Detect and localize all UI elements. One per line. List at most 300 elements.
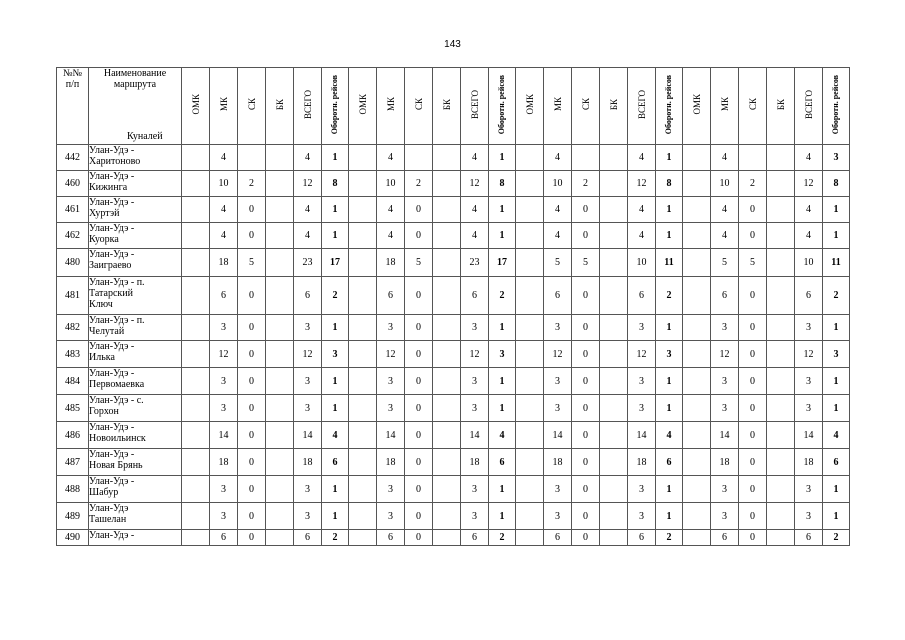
value-cell: 0: [238, 530, 266, 546]
value-cell: 0: [238, 395, 266, 422]
value-cell: 4: [823, 422, 850, 449]
value-cell: 0: [405, 449, 433, 476]
value-cell: 1: [322, 223, 349, 249]
value-cell: [349, 171, 377, 197]
value-cell: 12: [628, 171, 656, 197]
table-row: [57, 249, 850, 277]
value-cell: 12: [795, 341, 823, 368]
value-cell: 0: [572, 449, 600, 476]
value-cell: 3: [628, 395, 656, 422]
value-cell: 3: [489, 341, 516, 368]
value-cell: 3: [628, 315, 656, 341]
value-cell: 11: [656, 249, 683, 277]
value-cell: [683, 503, 711, 530]
value-cell: 12: [294, 171, 322, 197]
value-cell: [683, 197, 711, 223]
value-cell: 6: [823, 449, 850, 476]
value-cell: 4: [377, 197, 405, 223]
value-cell: [349, 277, 377, 315]
value-cell: [516, 449, 544, 476]
value-cell: 12: [461, 171, 489, 197]
value-cell: [182, 223, 210, 249]
header-col-label: Оборотн. рейсов: [330, 74, 339, 135]
value-cell: 0: [572, 476, 600, 503]
value-cell: 3: [294, 503, 322, 530]
value-cell: 0: [405, 223, 433, 249]
header-col-label: Оборотн. рейсов: [831, 74, 840, 135]
value-cell: [767, 395, 795, 422]
route-number-cell: 484: [57, 368, 89, 395]
route-name-cell: Улан-Удэ - с. Горхон: [89, 395, 182, 422]
value-cell: 4: [795, 145, 823, 171]
value-cell: 6: [628, 530, 656, 546]
value-cell: [767, 422, 795, 449]
value-cell: 3: [377, 395, 405, 422]
value-cell: 1: [823, 197, 850, 223]
value-cell: 4: [489, 422, 516, 449]
value-cell: 2: [322, 530, 349, 546]
value-cell: 2: [322, 277, 349, 315]
route-name-cell: Улан-Удэ - Илька: [89, 341, 182, 368]
route-number-cell: 490: [57, 530, 89, 546]
value-cell: 4: [628, 145, 656, 171]
value-cell: [433, 476, 461, 503]
value-cell: [182, 368, 210, 395]
route-number-cell: 481: [57, 277, 89, 315]
value-cell: 8: [656, 171, 683, 197]
value-cell: 3: [377, 476, 405, 503]
value-cell: 3: [461, 315, 489, 341]
value-cell: 3: [628, 476, 656, 503]
value-cell: 4: [711, 197, 739, 223]
value-cell: 0: [572, 368, 600, 395]
value-cell: [266, 171, 294, 197]
value-cell: 0: [405, 422, 433, 449]
value-cell: [683, 145, 711, 171]
value-cell: [516, 530, 544, 546]
value-cell: 0: [405, 277, 433, 315]
value-cell: [433, 503, 461, 530]
value-cell: 4: [795, 223, 823, 249]
value-cell: [767, 277, 795, 315]
value-cell: 2: [489, 530, 516, 546]
value-cell: 0: [405, 530, 433, 546]
header-col-g4-5: [795, 68, 823, 145]
value-cell: 6: [628, 277, 656, 315]
value-cell: 1: [489, 503, 516, 530]
value-cell: [767, 341, 795, 368]
value-cell: 3: [210, 368, 238, 395]
value-cell: 4: [461, 223, 489, 249]
value-cell: 2: [572, 171, 600, 197]
value-cell: 3: [210, 395, 238, 422]
value-cell: 3: [711, 368, 739, 395]
value-cell: 8: [489, 171, 516, 197]
value-cell: [349, 223, 377, 249]
value-cell: 0: [238, 223, 266, 249]
value-cell: 6: [795, 277, 823, 315]
value-cell: 0: [572, 197, 600, 223]
table-row: [57, 449, 850, 476]
value-cell: [683, 395, 711, 422]
value-cell: 4: [656, 422, 683, 449]
value-cell: 17: [322, 249, 349, 277]
value-cell: [182, 395, 210, 422]
value-cell: 3: [544, 395, 572, 422]
value-cell: 6: [461, 277, 489, 315]
value-cell: 0: [739, 223, 767, 249]
value-cell: 18: [210, 449, 238, 476]
value-cell: [767, 197, 795, 223]
value-cell: [266, 277, 294, 315]
value-cell: [683, 422, 711, 449]
value-cell: 3: [711, 503, 739, 530]
value-cell: 18: [377, 249, 405, 277]
header-col-g2-3: [405, 68, 433, 145]
value-cell: 3: [210, 315, 238, 341]
value-cell: [683, 277, 711, 315]
value-cell: 1: [489, 368, 516, 395]
header-col-g4-1: [683, 68, 711, 145]
value-cell: [767, 145, 795, 171]
header-col-label: СК: [413, 98, 424, 111]
value-cell: 3: [628, 503, 656, 530]
value-cell: 23: [461, 249, 489, 277]
value-cell: 3: [628, 368, 656, 395]
value-cell: 1: [823, 315, 850, 341]
value-cell: [683, 223, 711, 249]
header-col-g3-5: [628, 68, 656, 145]
value-cell: 4: [711, 145, 739, 171]
route-number-cell: 480: [57, 249, 89, 277]
value-cell: 6: [795, 530, 823, 546]
value-cell: 3: [294, 368, 322, 395]
table-row: [57, 277, 850, 315]
value-cell: 12: [294, 341, 322, 368]
value-cell: [266, 315, 294, 341]
value-cell: [516, 171, 544, 197]
header-col-label: Оборотн. рейсов: [664, 74, 673, 135]
value-cell: 0: [572, 530, 600, 546]
value-cell: [516, 145, 544, 171]
value-cell: [349, 422, 377, 449]
header-col-g1-4: [266, 68, 294, 145]
value-cell: [182, 341, 210, 368]
value-cell: [600, 449, 628, 476]
value-cell: [182, 476, 210, 503]
value-cell: 2: [238, 171, 266, 197]
value-cell: 0: [405, 503, 433, 530]
value-cell: [683, 368, 711, 395]
value-cell: 18: [210, 249, 238, 277]
value-cell: 4: [377, 145, 405, 171]
value-cell: 6: [656, 449, 683, 476]
value-cell: 2: [823, 277, 850, 315]
header-col-label: БК: [775, 98, 786, 111]
value-cell: 2: [823, 530, 850, 546]
value-cell: 3: [294, 315, 322, 341]
value-cell: 18: [795, 449, 823, 476]
routes-table: [56, 67, 850, 546]
route-name-cell: Улан-Удэ - п. Татарский Ключ: [89, 277, 182, 315]
value-cell: [600, 530, 628, 546]
value-cell: 4: [294, 223, 322, 249]
value-cell: 3: [795, 315, 823, 341]
value-cell: 0: [572, 341, 600, 368]
value-cell: [600, 223, 628, 249]
value-cell: 10: [628, 249, 656, 277]
value-cell: 3: [377, 315, 405, 341]
route-name-cell: Улан-Удэ - Хуртэй: [89, 197, 182, 223]
value-cell: 1: [489, 145, 516, 171]
value-cell: [572, 145, 600, 171]
header-col-label: ВСЕГО: [302, 90, 313, 119]
value-cell: 4: [544, 197, 572, 223]
value-cell: [349, 368, 377, 395]
value-cell: 1: [322, 197, 349, 223]
value-cell: 3: [294, 476, 322, 503]
value-cell: 5: [238, 249, 266, 277]
value-cell: 3: [711, 476, 739, 503]
header-col-label: МК: [385, 97, 396, 112]
value-cell: 12: [377, 341, 405, 368]
value-cell: [767, 368, 795, 395]
value-cell: 4: [544, 223, 572, 249]
value-cell: [182, 449, 210, 476]
value-cell: 0: [238, 476, 266, 503]
value-cell: 0: [739, 315, 767, 341]
value-cell: [516, 476, 544, 503]
value-cell: 1: [489, 315, 516, 341]
value-cell: 0: [238, 422, 266, 449]
route-name-cell: Улан-Удэ - Новоильинск: [89, 422, 182, 449]
value-cell: [266, 422, 294, 449]
header-col-g2-5: [461, 68, 489, 145]
value-cell: [516, 249, 544, 277]
value-cell: 0: [238, 315, 266, 341]
value-cell: 0: [739, 277, 767, 315]
header-col-g3-3: [572, 68, 600, 145]
page-number: 143: [444, 39, 461, 50]
header-col-label: ВСЕГО: [803, 90, 814, 119]
value-cell: [349, 249, 377, 277]
route-number-cell: 489: [57, 503, 89, 530]
route-name-cell: Улан-Удэ - п. Челутай: [89, 315, 182, 341]
value-cell: [349, 503, 377, 530]
value-cell: [683, 315, 711, 341]
header-col-label: СК: [747, 98, 758, 111]
route-name-cell: Улан-Удэ - Харитоново: [89, 145, 182, 171]
value-cell: 2: [656, 530, 683, 546]
value-cell: [433, 395, 461, 422]
header-col-g4-3: [739, 68, 767, 145]
header-col-g1-5: [294, 68, 322, 145]
value-cell: 3: [544, 315, 572, 341]
value-cell: 0: [405, 341, 433, 368]
header-col-label: БК: [608, 98, 619, 111]
value-cell: 1: [823, 503, 850, 530]
value-cell: 4: [294, 145, 322, 171]
value-cell: 5: [544, 249, 572, 277]
header-col-g2-2: [377, 68, 405, 145]
value-cell: 1: [322, 368, 349, 395]
value-cell: 0: [572, 277, 600, 315]
value-cell: 10: [210, 171, 238, 197]
value-cell: 6: [210, 277, 238, 315]
value-cell: 0: [405, 197, 433, 223]
value-cell: [349, 341, 377, 368]
value-cell: 10: [544, 171, 572, 197]
value-cell: 18: [628, 449, 656, 476]
value-cell: 5: [739, 249, 767, 277]
route-name-cell: Улан-Удэ -: [89, 530, 182, 546]
value-cell: 1: [656, 315, 683, 341]
value-cell: 0: [739, 395, 767, 422]
value-cell: 18: [544, 449, 572, 476]
value-cell: [600, 476, 628, 503]
value-cell: [349, 315, 377, 341]
value-cell: 12: [544, 341, 572, 368]
value-cell: 1: [656, 368, 683, 395]
header-col-label: СК: [246, 98, 257, 111]
value-cell: 3: [461, 476, 489, 503]
header-col-g3-2: [544, 68, 572, 145]
value-cell: 5: [572, 249, 600, 277]
value-cell: 4: [377, 223, 405, 249]
value-cell: 1: [656, 476, 683, 503]
value-cell: 1: [823, 223, 850, 249]
value-cell: 12: [461, 341, 489, 368]
value-cell: 0: [739, 368, 767, 395]
value-cell: 1: [322, 503, 349, 530]
value-cell: 5: [405, 249, 433, 277]
value-cell: 3: [656, 341, 683, 368]
value-cell: 2: [489, 277, 516, 315]
value-cell: [182, 197, 210, 223]
value-cell: 0: [405, 315, 433, 341]
value-cell: 3: [544, 503, 572, 530]
value-cell: 4: [294, 197, 322, 223]
value-cell: 2: [739, 171, 767, 197]
value-cell: 6: [461, 530, 489, 546]
value-cell: 1: [823, 368, 850, 395]
value-cell: 18: [711, 449, 739, 476]
value-cell: [266, 249, 294, 277]
value-cell: [349, 145, 377, 171]
value-cell: 3: [795, 503, 823, 530]
value-cell: 4: [628, 197, 656, 223]
value-cell: 3: [823, 145, 850, 171]
value-cell: [683, 530, 711, 546]
value-cell: [266, 530, 294, 546]
value-cell: 0: [238, 449, 266, 476]
value-cell: 0: [739, 503, 767, 530]
value-cell: 4: [795, 197, 823, 223]
value-cell: 6: [711, 277, 739, 315]
value-cell: 5: [711, 249, 739, 277]
value-cell: 3: [461, 395, 489, 422]
value-cell: 1: [322, 145, 349, 171]
value-cell: [600, 315, 628, 341]
value-cell: 1: [489, 223, 516, 249]
value-cell: [433, 197, 461, 223]
value-cell: [600, 197, 628, 223]
value-cell: 3: [544, 368, 572, 395]
header-col-label: СК: [580, 98, 591, 111]
header-col-g1-6: [322, 68, 349, 145]
value-cell: 6: [294, 277, 322, 315]
value-cell: 10: [711, 171, 739, 197]
value-cell: 3: [461, 368, 489, 395]
value-cell: 3: [294, 395, 322, 422]
header-col-label: ВСЕГО: [469, 90, 480, 119]
value-cell: [767, 315, 795, 341]
value-cell: 3: [795, 395, 823, 422]
header-name-footer: Куналей: [127, 131, 163, 142]
value-cell: [433, 145, 461, 171]
value-cell: [767, 223, 795, 249]
value-cell: [433, 249, 461, 277]
value-cell: [600, 249, 628, 277]
header-col-label: БК: [274, 98, 285, 111]
value-cell: 3: [544, 476, 572, 503]
value-cell: 0: [405, 368, 433, 395]
value-cell: [600, 503, 628, 530]
table-row: [57, 315, 850, 341]
value-cell: [600, 395, 628, 422]
header-col-g3-4: [600, 68, 628, 145]
value-cell: [266, 449, 294, 476]
route-number-cell: 482: [57, 315, 89, 341]
value-cell: [739, 145, 767, 171]
value-cell: 0: [739, 530, 767, 546]
value-cell: [600, 145, 628, 171]
value-cell: 0: [739, 422, 767, 449]
header-route-name: Наименование маршрута Куналей: [89, 68, 182, 145]
value-cell: 3: [377, 368, 405, 395]
header-col-label: ОМК: [691, 94, 702, 115]
value-cell: 0: [739, 476, 767, 503]
value-cell: [767, 249, 795, 277]
value-cell: 14: [377, 422, 405, 449]
value-cell: [433, 171, 461, 197]
value-cell: [600, 422, 628, 449]
value-cell: 4: [322, 422, 349, 449]
value-cell: 1: [489, 197, 516, 223]
value-cell: 11: [823, 249, 850, 277]
value-cell: 0: [572, 422, 600, 449]
value-cell: 1: [489, 395, 516, 422]
value-cell: 6: [377, 277, 405, 315]
value-cell: 0: [739, 197, 767, 223]
route-name-cell: Улан-Удэ - Шабур: [89, 476, 182, 503]
header-col-g1-1: [182, 68, 210, 145]
value-cell: 0: [572, 315, 600, 341]
value-cell: [266, 145, 294, 171]
value-cell: 4: [210, 223, 238, 249]
value-cell: 14: [461, 422, 489, 449]
value-cell: [767, 476, 795, 503]
value-cell: 10: [795, 249, 823, 277]
value-cell: 1: [823, 395, 850, 422]
table-row: [57, 368, 850, 395]
value-cell: [433, 315, 461, 341]
value-cell: 4: [544, 145, 572, 171]
value-cell: [767, 449, 795, 476]
value-cell: 0: [238, 368, 266, 395]
value-cell: 0: [405, 476, 433, 503]
value-cell: [266, 341, 294, 368]
